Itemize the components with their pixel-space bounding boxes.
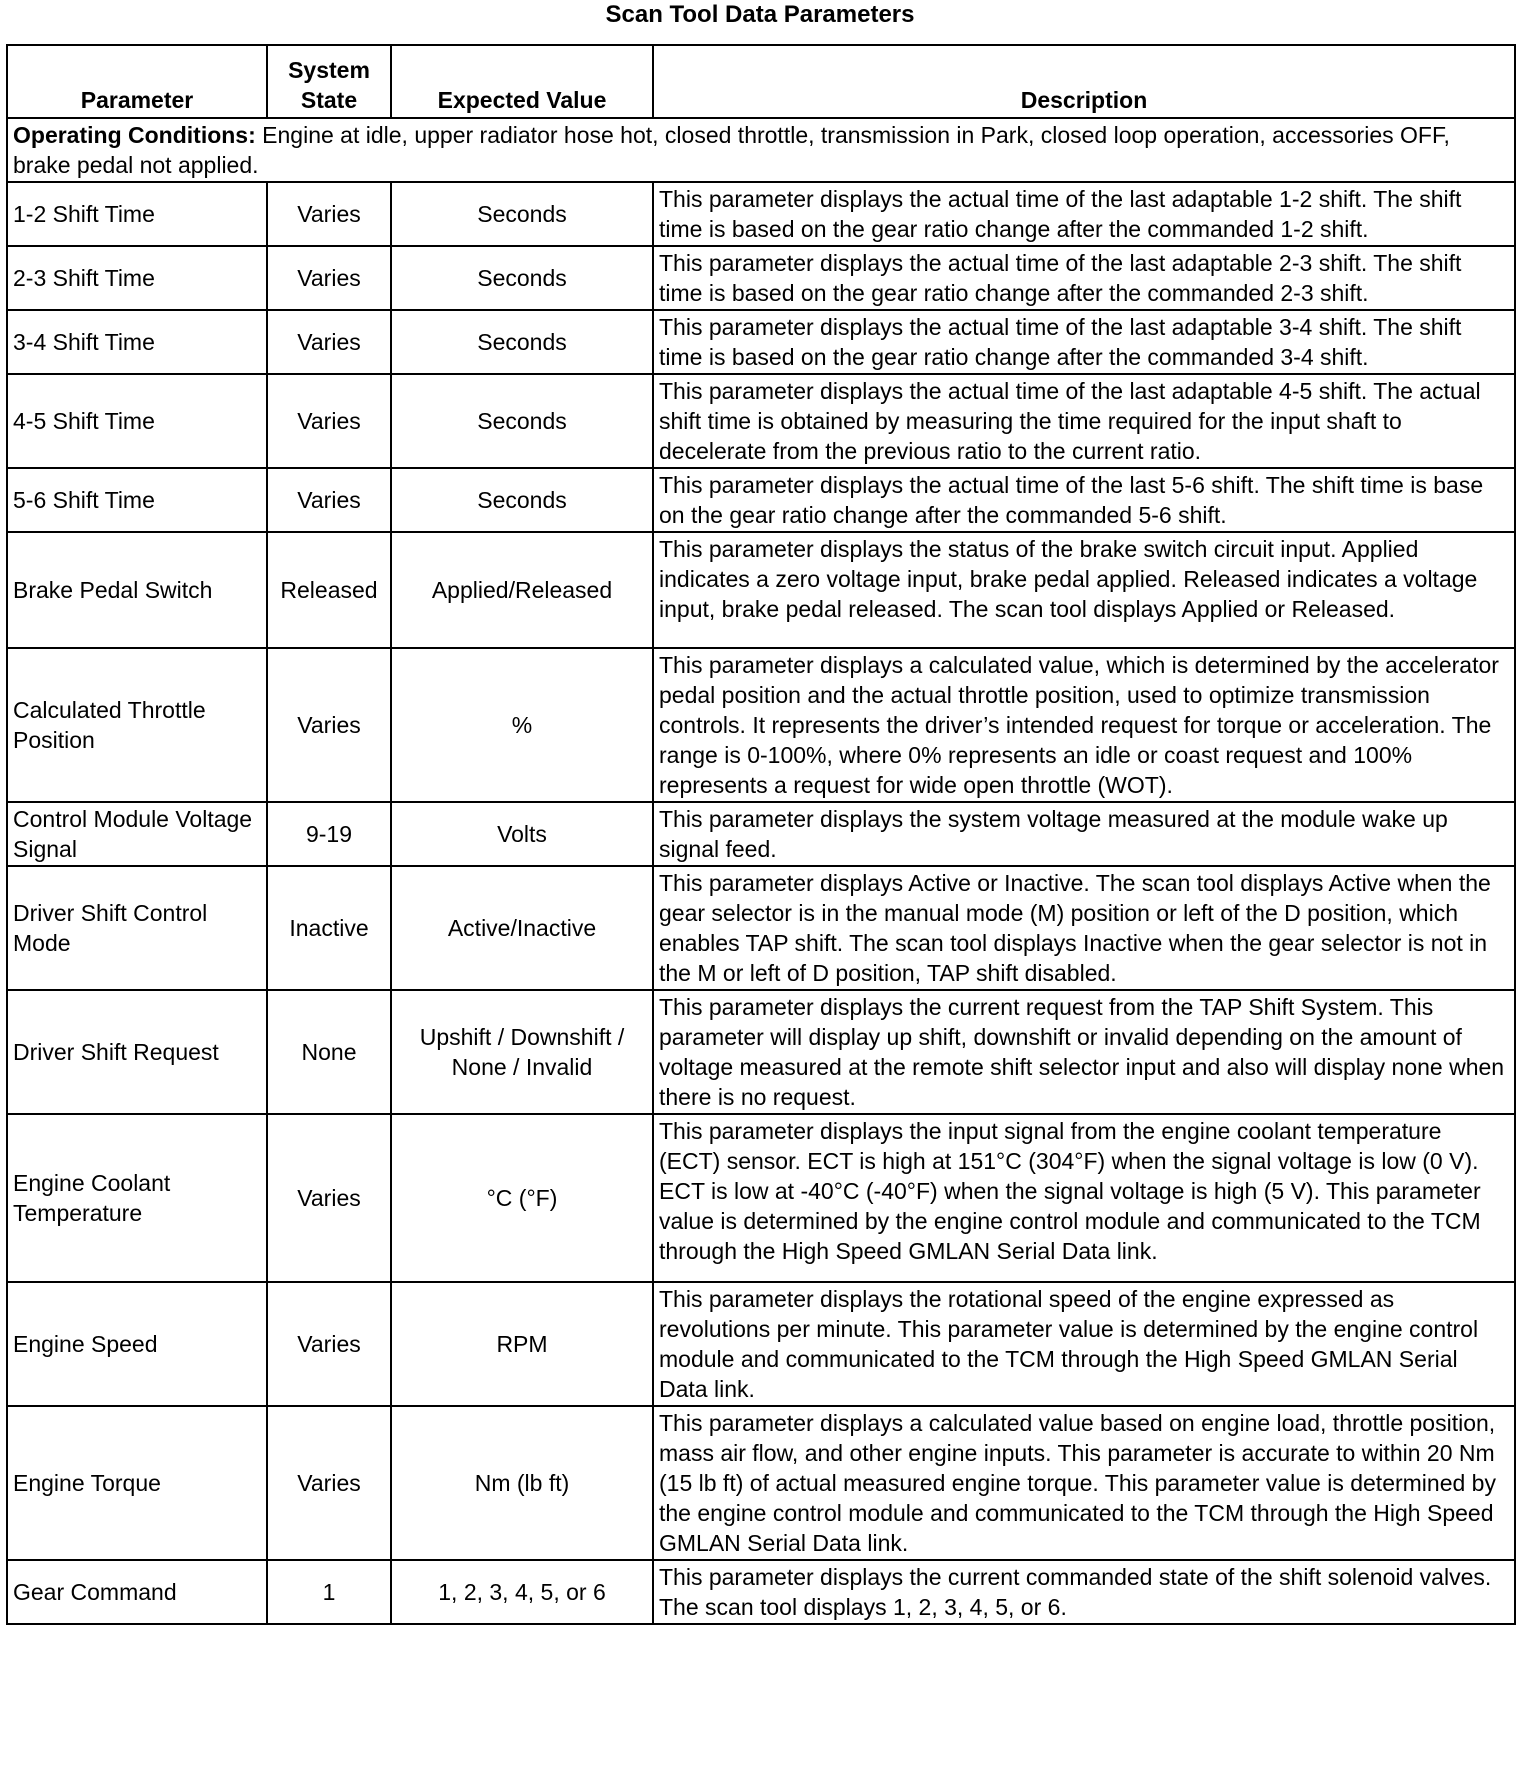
table-row bbox=[7, 1282, 1515, 1406]
column-header-parameter: Parameter bbox=[7, 45, 267, 118]
column-header-description: Description bbox=[653, 45, 1515, 118]
table-row bbox=[7, 532, 1515, 648]
parameter-cell: 3-4 Shift Time bbox=[7, 310, 267, 374]
scan-tool-data-table bbox=[6, 44, 1516, 1625]
expected-value-cell: Nm (lb ft) bbox=[391, 1406, 653, 1560]
operating-conditions-row bbox=[7, 118, 1515, 182]
table-row bbox=[7, 990, 1515, 1114]
expected-value-cell: RPM bbox=[391, 1282, 653, 1406]
system-state-cell: Varies bbox=[267, 374, 391, 468]
expected-value-cell: Seconds bbox=[391, 182, 653, 246]
expected-value-cell: °C (°F) bbox=[391, 1114, 653, 1282]
system-state-cell: 9-19 bbox=[267, 802, 391, 866]
table-header-row bbox=[7, 45, 1515, 118]
system-state-cell: Varies bbox=[267, 1114, 391, 1282]
table-row bbox=[7, 374, 1515, 468]
expected-value-cell: Active/Inactive bbox=[391, 866, 653, 990]
description-cell: This parameter displays a calculated value, which is determined by the accelerator pedal position and the actual throttle position, used to optimize transmission controls. It represents the driver’s intended request for torque or acceleration. The range is 0-100%, where 0% represents an idle or coast request and 100% represents a request for wide open throttle (WOT). bbox=[653, 648, 1515, 802]
table-row bbox=[7, 1114, 1515, 1282]
description-cell: This parameter displays the status of the brake switch circuit input. Applied indicates a zero voltage input, brake pedal applied. Released indicates a voltage input, brake pedal released. The scan tool displays Applied or Released. bbox=[653, 532, 1515, 648]
description-cell: This parameter displays Active or Inactive. The scan tool displays Active when the gear selector is in the manual mode (M) position or left of the D position, which enables TAP shift. The scan tool displays Inactive when the gear selector is not in the M or left of D position, TAP shift disabled. bbox=[653, 866, 1515, 990]
description-cell: This parameter displays the actual time of the last adaptable 1-2 shift. The shift time is based on the gear ratio change after the commanded 1-2 shift. bbox=[653, 182, 1515, 246]
operating-conditions-text: Engine at idle, upper radiator hose hot, closed throttle, transmission in Park, closed loop operation, accessories OFF, brake pedal not applied. bbox=[13, 122, 1450, 178]
parameter-cell: 5-6 Shift Time bbox=[7, 468, 267, 532]
operating-conditions-cell bbox=[7, 118, 1515, 182]
parameter-cell: 1-2 Shift Time bbox=[7, 182, 267, 246]
description-cell: This parameter displays the actual time of the last adaptable 3-4 shift. The shift time is based on the gear ratio change after the commanded 3-4 shift. bbox=[653, 310, 1515, 374]
system-state-cell: Varies bbox=[267, 468, 391, 532]
description-cell: This parameter displays the rotational speed of the engine expressed as revolutions per minute. This parameter value is determined by the engine control module and communicated to the TCM through the High Speed GMLAN Serial Data link. bbox=[653, 1282, 1515, 1406]
table-row bbox=[7, 648, 1515, 802]
column-header-system-state: System State bbox=[267, 45, 391, 118]
parameter-cell: Control Module Voltage Signal bbox=[7, 802, 267, 866]
table-row bbox=[7, 310, 1515, 374]
expected-value-cell: Upshift / Downshift / None / Invalid bbox=[391, 990, 653, 1114]
page-title: Scan Tool Data Parameters bbox=[605, 1, 915, 28]
system-state-cell: None bbox=[267, 990, 391, 1114]
system-state-cell: Varies bbox=[267, 1406, 391, 1560]
table-row bbox=[7, 866, 1515, 990]
expected-value-cell: Seconds bbox=[391, 246, 653, 310]
description-cell: This parameter displays the system voltage measured at the module wake up signal feed. bbox=[653, 802, 1515, 866]
table-row bbox=[7, 1560, 1515, 1624]
table-row bbox=[7, 182, 1515, 246]
description-cell: This parameter displays the actual time of the last adaptable 2-3 shift. The shift time is based on the gear ratio change after the commanded 2-3 shift. bbox=[653, 246, 1515, 310]
expected-value-cell: 1, 2, 3, 4, 5, or 6 bbox=[391, 1560, 653, 1624]
system-state-cell: Varies bbox=[267, 1282, 391, 1406]
expected-value-cell: Volts bbox=[391, 802, 653, 866]
parameter-cell: Engine Coolant Temperature bbox=[7, 1114, 267, 1282]
operating-conditions-label: Operating Conditions: bbox=[13, 122, 256, 148]
description-cell: This parameter displays the current request from the TAP Shift System. This parameter will display up shift, downshift or invalid depending on the amount of voltage measured at the remote shift selector input and also will display none when there is no request. bbox=[653, 990, 1515, 1114]
column-header-expected-value: Expected Value bbox=[391, 45, 653, 118]
parameter-cell: Gear Command bbox=[7, 1560, 267, 1624]
parameter-cell: Engine Torque bbox=[7, 1406, 267, 1560]
description-cell: This parameter displays the actual time of the last 5-6 shift. The shift time is base on the gear ratio change after the commanded 5-6 shift. bbox=[653, 468, 1515, 532]
parameter-cell: Calculated Throttle Position bbox=[7, 648, 267, 802]
system-state-cell: Varies bbox=[267, 648, 391, 802]
table-row bbox=[7, 246, 1515, 310]
table-row bbox=[7, 802, 1515, 866]
parameter-cell: 4-5 Shift Time bbox=[7, 374, 267, 468]
system-state-cell: Varies bbox=[267, 246, 391, 310]
system-state-cell: Inactive bbox=[267, 866, 391, 990]
parameter-cell: Engine Speed bbox=[7, 1282, 267, 1406]
parameter-cell: 2-3 Shift Time bbox=[7, 246, 267, 310]
system-state-cell: Varies bbox=[267, 182, 391, 246]
expected-value-cell: Seconds bbox=[391, 468, 653, 532]
system-state-cell: Varies bbox=[267, 310, 391, 374]
description-cell: This parameter displays the current commanded state of the shift solenoid valves. The scan tool displays 1, 2, 3, 4, 5, or 6. bbox=[653, 1560, 1515, 1624]
expected-value-cell: % bbox=[391, 648, 653, 802]
system-state-cell: Released bbox=[267, 532, 391, 648]
description-cell: This parameter displays a calculated value based on engine load, throttle position, mass air flow, and other engine inputs. This parameter is accurate to within 20 Nm (15 lb ft) of actual measured engine torque. This parameter value is determined by the engine control module and communicated to the TCM through the High Speed GMLAN Serial Data link. bbox=[653, 1406, 1515, 1560]
parameter-cell: Driver Shift Control Mode bbox=[7, 866, 267, 990]
system-state-cell: 1 bbox=[267, 1560, 391, 1624]
parameter-cell: Driver Shift Request bbox=[7, 990, 267, 1114]
table-row bbox=[7, 1406, 1515, 1560]
expected-value-cell: Seconds bbox=[391, 374, 653, 468]
description-cell: This parameter displays the input signal from the engine coolant temperature (ECT) sensor. ECT is high at 151°C (304°F) when the signal voltage is low (0 V). ECT is low at -40°C (-40°F) when the signal voltage is high (5 V). This parameter value is determined by the engine control module and communicated to the TCM through the High Speed GMLAN Serial Data link. bbox=[653, 1114, 1515, 1282]
expected-value-cell: Seconds bbox=[391, 310, 653, 374]
parameter-cell: Brake Pedal Switch bbox=[7, 532, 267, 648]
description-cell: This parameter displays the actual time of the last adaptable 4-5 shift. The actual shift time is obtained by measuring the time required for the input shaft to decelerate from the previous ratio to the current ratio. bbox=[653, 374, 1515, 468]
expected-value-cell: Applied/Released bbox=[391, 532, 653, 648]
table-row bbox=[7, 468, 1515, 532]
